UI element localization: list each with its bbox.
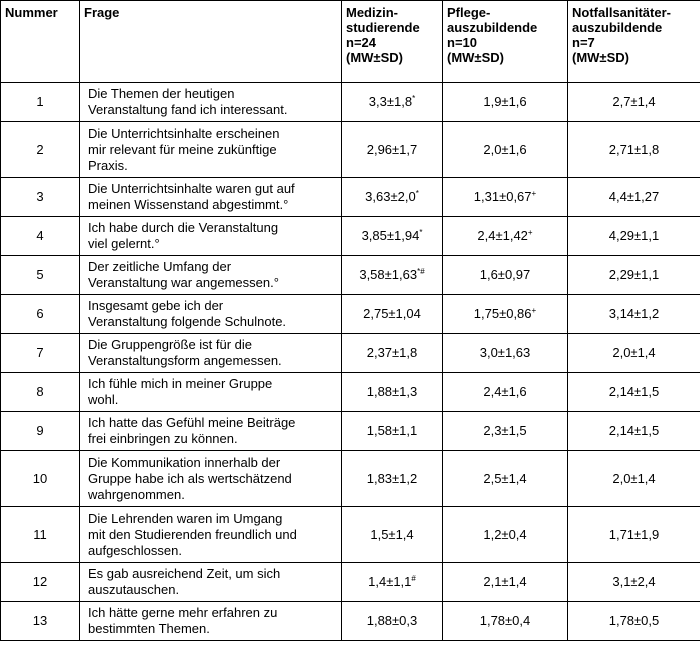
question-text: Insgesamt gebe ich der Veranstaltung folgende Schulnote.	[80, 295, 342, 334]
value-notfall: 4,4±1,27	[568, 178, 700, 217]
header-medizin: Medizin- studierende n=24 (MW±SD)	[342, 1, 443, 83]
header-row	[1, 1, 700, 83]
row-number: 5	[1, 256, 80, 295]
question-text: Ich hatte das Gefühl meine Beiträge frei einbringen zu können.	[80, 412, 342, 451]
value-pflege: 2,3±1,5	[443, 412, 568, 451]
row-number: 3	[1, 178, 80, 217]
value-medizin: 1,5±1,4	[342, 507, 443, 563]
value-notfall: 3,14±1,2	[568, 295, 700, 334]
value-pflege: 2,1±1,4	[443, 563, 568, 602]
value-pflege: 2,5±1,4	[443, 451, 568, 507]
value-notfall: 2,71±1,8	[568, 122, 700, 178]
value-medizin: 2,37±1,8	[342, 334, 443, 373]
value-pflege: 1,75±0,86+	[443, 295, 568, 334]
value-medizin: 3,63±2,0*	[342, 178, 443, 217]
value-medizin: 1,88±0,3	[342, 602, 443, 641]
table-row	[1, 256, 700, 295]
question-text: Der zeitliche Umfang der Veranstaltung war angemessen.°	[80, 256, 342, 295]
value-notfall: 2,14±1,5	[568, 373, 700, 412]
value-notfall: 3,1±2,4	[568, 563, 700, 602]
header-notfall: Notfallsanitäter- auszubildende n=7 (MW±SD)	[568, 1, 700, 83]
row-number: 4	[1, 217, 80, 256]
row-number: 2	[1, 122, 80, 178]
row-number: 6	[1, 295, 80, 334]
value-medizin: 3,85±1,94*	[342, 217, 443, 256]
table-row	[1, 83, 700, 122]
question-text: Die Themen der heutigen Veranstaltung fand ich interessant.	[80, 83, 342, 122]
table-body	[1, 83, 700, 641]
value-pflege: 1,6±0,97	[443, 256, 568, 295]
value-medizin: 2,96±1,7	[342, 122, 443, 178]
table-row	[1, 122, 700, 178]
row-number: 8	[1, 373, 80, 412]
row-number: 13	[1, 602, 80, 641]
question-text: Ich fühle mich in meiner Gruppe wohl.	[80, 373, 342, 412]
value-pflege: 1,31±0,67+	[443, 178, 568, 217]
table-row	[1, 507, 700, 563]
question-text: Die Unterrichtsinhalte waren gut auf meinen Wissenstand abgestimmt.°	[80, 178, 342, 217]
question-text: Die Gruppengröße ist für die Veranstaltungsform angemessen.	[80, 334, 342, 373]
header-frage: Frage	[80, 1, 342, 83]
value-notfall: 2,7±1,4	[568, 83, 700, 122]
value-medizin: 1,58±1,1	[342, 412, 443, 451]
row-number: 11	[1, 507, 80, 563]
row-number: 9	[1, 412, 80, 451]
table-row	[1, 334, 700, 373]
value-notfall: 2,0±1,4	[568, 451, 700, 507]
question-text: Die Lehrenden waren im Umgang mit den Studierenden freundlich und aufgeschlossen.	[80, 507, 342, 563]
header-nummer: Nummer	[1, 1, 80, 83]
value-notfall: 1,78±0,5	[568, 602, 700, 641]
question-text: Ich hätte gerne mehr erfahren zu bestimmten Themen.	[80, 602, 342, 641]
value-pflege: 1,78±0,4	[443, 602, 568, 641]
header-pflege: Pflege- auszubildende n=10 (MW±SD)	[443, 1, 568, 83]
value-notfall: 2,0±1,4	[568, 334, 700, 373]
value-pflege: 1,2±0,4	[443, 507, 568, 563]
value-pflege: 2,4±1,6	[443, 373, 568, 412]
row-number: 12	[1, 563, 80, 602]
row-number: 1	[1, 83, 80, 122]
table-row	[1, 217, 700, 256]
value-pflege: 2,0±1,6	[443, 122, 568, 178]
table-row	[1, 412, 700, 451]
value-notfall: 1,71±1,9	[568, 507, 700, 563]
table-row	[1, 451, 700, 507]
table-row	[1, 373, 700, 412]
table-row	[1, 563, 700, 602]
value-medizin: 1,88±1,3	[342, 373, 443, 412]
value-medizin: 1,83±1,2	[342, 451, 443, 507]
value-notfall: 2,29±1,1	[568, 256, 700, 295]
row-number: 10	[1, 451, 80, 507]
value-medizin: 1,4±1,1#	[342, 563, 443, 602]
value-notfall: 4,29±1,1	[568, 217, 700, 256]
table-row	[1, 602, 700, 641]
value-medizin: 3,3±1,8*	[342, 83, 443, 122]
question-text: Es gab ausreichend Zeit, um sich auszutauschen.	[80, 563, 342, 602]
value-notfall: 2,14±1,5	[568, 412, 700, 451]
question-text: Ich habe durch die Veranstaltung viel gelernt.°	[80, 217, 342, 256]
question-text: Die Kommunikation innerhalb der Gruppe habe ich als wertschätzend wahrgenommen.	[80, 451, 342, 507]
value-medizin: 2,75±1,04	[342, 295, 443, 334]
table-row	[1, 295, 700, 334]
value-pflege: 3,0±1,63	[443, 334, 568, 373]
question-text: Die Unterrichtsinhalte erscheinen mir relevant für meine zukünftige Praxis.	[80, 122, 342, 178]
table-row	[1, 178, 700, 217]
value-pflege: 2,4±1,42+	[443, 217, 568, 256]
value-pflege: 1,9±1,6	[443, 83, 568, 122]
value-medizin: 3,58±1,63*#	[342, 256, 443, 295]
row-number: 7	[1, 334, 80, 373]
